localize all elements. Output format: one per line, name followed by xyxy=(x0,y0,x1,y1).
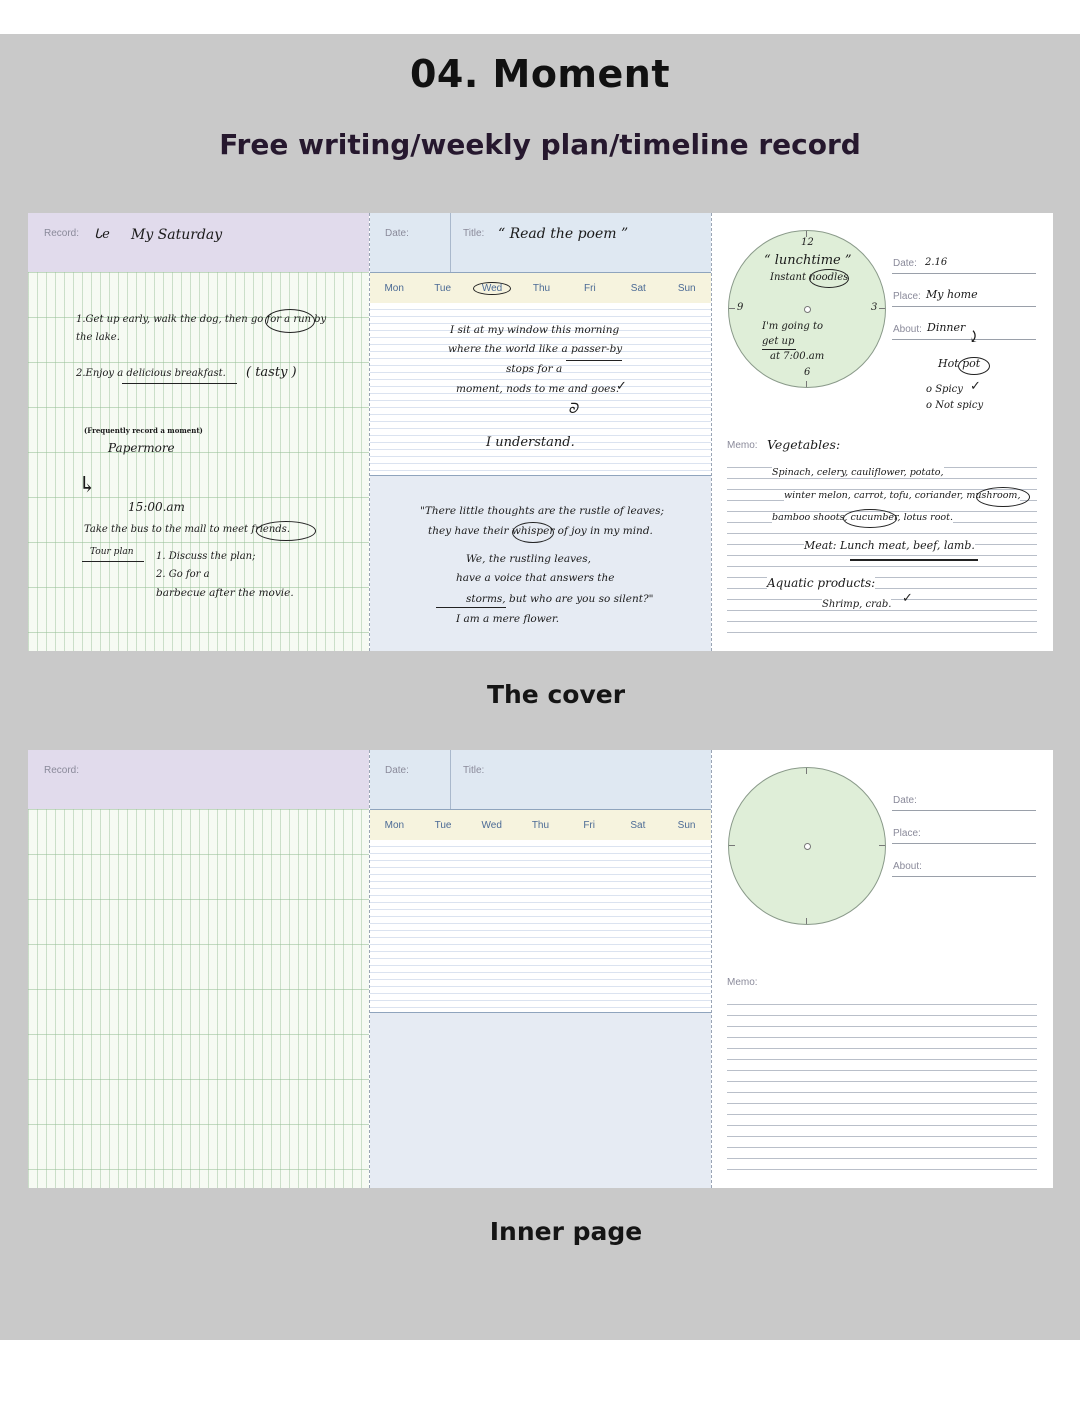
plan-3: barbecue after the movie. xyxy=(156,587,294,599)
poem-line-1: I sit at my window this morning xyxy=(450,324,620,336)
weekday-mon: Mon xyxy=(384,819,405,831)
poem-line-4: moment, nods to me and goes. xyxy=(456,383,620,395)
clock-note-4: get up xyxy=(762,336,795,347)
check-icon: ✓ xyxy=(970,379,981,394)
title-label: Title: xyxy=(463,765,485,776)
circle-annotation xyxy=(256,521,316,541)
bus-note: Take the bus to the mall to meet friends. xyxy=(84,524,290,535)
time-note: 15:00.am xyxy=(128,500,185,514)
date-value: 2.16 xyxy=(925,257,948,268)
poem-line-3: stops for a xyxy=(506,363,563,375)
weekday-bar xyxy=(370,809,711,841)
clock-number: 3 xyxy=(871,302,878,313)
swirl-mark: ᒐe xyxy=(94,227,110,242)
memo-veg-3: bamboo shoots, cucumber, lotus root. xyxy=(772,512,953,523)
clock-number: 9 xyxy=(737,302,744,313)
underline xyxy=(436,607,506,608)
wavy-lines-area xyxy=(370,840,711,1013)
weekly-header xyxy=(370,750,711,809)
clock-number: 12 xyxy=(801,237,814,248)
clock-tick xyxy=(729,845,735,846)
memo-label: Memo: xyxy=(727,977,758,988)
circle-annotation xyxy=(843,509,897,528)
underline xyxy=(122,383,237,384)
underline xyxy=(566,360,622,361)
clock-note-1: “ lunchtime ” xyxy=(764,253,852,268)
quote-line-2: they have their whisper of joy in my mind. xyxy=(428,525,653,537)
moment-page xyxy=(711,213,1053,651)
memo-shrimp: Shrimp, crab. xyxy=(822,599,892,610)
plan-2: 2. Go for a xyxy=(156,569,210,580)
caption-inner: Inner page xyxy=(489,1217,643,1246)
place-line xyxy=(892,306,1036,307)
circle-annotation xyxy=(265,309,315,333)
clock-note-2: Instant noodles xyxy=(770,272,849,283)
weekday-wed: Wed xyxy=(481,819,502,831)
memo-title: Vegetables: xyxy=(767,437,841,452)
record-label: Record: xyxy=(44,228,80,239)
section-subtitle: Free writing/weekly plan/timeline record xyxy=(219,128,861,161)
title-label: Title: xyxy=(463,228,485,239)
place-line xyxy=(892,843,1036,844)
weekday-tue: Tue xyxy=(434,819,452,831)
quote-line-6: I am a mere flower. xyxy=(456,613,560,625)
weekday-fri: Fri xyxy=(583,819,595,831)
date-label: Date: xyxy=(893,258,917,269)
quote-line-1: "There little thoughts are the rustle of leaves; xyxy=(420,505,665,517)
date-line xyxy=(892,810,1036,811)
weekday-sat: Sat xyxy=(630,282,646,294)
caption-cover: The cover xyxy=(486,680,626,709)
small-note: (Frequently record a moment) xyxy=(84,426,203,435)
weekday-sun: Sun xyxy=(677,282,696,294)
weekday-wed: Wed xyxy=(473,282,511,295)
check-icon: ✓ xyxy=(616,379,627,394)
clock-tick xyxy=(879,845,885,846)
tour-plan: Tour plan xyxy=(90,547,134,557)
weekday-fri: Fri xyxy=(584,282,596,294)
weekday-sun: Sun xyxy=(677,819,696,831)
memo-lines xyxy=(727,994,1037,1172)
spicy-option: o Spicy xyxy=(926,384,963,395)
circle-annotation xyxy=(512,522,554,543)
place-value: My home xyxy=(926,288,978,301)
arrow-doodle: ↳ xyxy=(78,473,97,498)
date-line xyxy=(892,273,1036,274)
circle-annotation xyxy=(976,487,1030,507)
brand-name: Papermore xyxy=(108,441,175,455)
record-heading: My Saturday xyxy=(131,227,223,243)
clock-center xyxy=(804,843,811,850)
clock-tick xyxy=(806,918,807,924)
clock-tick xyxy=(806,768,807,774)
cover-spread xyxy=(28,213,1053,651)
place-label: Place: xyxy=(893,828,921,839)
about-line xyxy=(892,876,1036,877)
weekday-mon: Mon xyxy=(384,282,404,294)
circle-annotation xyxy=(958,357,990,375)
weekly-page-blank xyxy=(369,750,711,1188)
memo-aquatic: Aquatic products: xyxy=(767,576,876,590)
inner-spread xyxy=(28,750,1053,1188)
poem-line-5: I understand. xyxy=(486,435,575,450)
tasty-note: ( tasty ) xyxy=(246,365,297,380)
about-line xyxy=(892,339,1036,340)
record-header xyxy=(28,750,369,809)
weekly-page xyxy=(369,213,711,651)
clock-note-3: I'm going to xyxy=(762,321,824,332)
clock-center xyxy=(804,306,811,313)
hotpot-note: Hot pot xyxy=(938,357,981,370)
weekly-header xyxy=(370,213,711,272)
memo-meat: Meat: Lunch meat, beef, lamb. xyxy=(804,539,975,552)
about-label: About: xyxy=(893,861,922,872)
section-title: 04. Moment xyxy=(409,52,671,96)
underline xyxy=(82,561,144,562)
memo-veg-1: Spinach, celery, cauliflower, potato, xyxy=(772,467,944,478)
check-icon: ✓ xyxy=(902,591,913,606)
date-label: Date: xyxy=(385,228,409,239)
clock-tick xyxy=(806,381,807,387)
date-label: Date: xyxy=(893,795,917,806)
weekly-title: “ Read the poem ” xyxy=(498,226,629,242)
poem-line-2: where the world like a passer-by xyxy=(448,343,623,355)
weekday-bar xyxy=(370,272,711,304)
record-line-1b: the lake. xyxy=(76,332,120,343)
record-line-2: 2.Enjoy a delicious breakfast. xyxy=(76,368,226,379)
underline xyxy=(850,559,978,561)
grid-area xyxy=(28,809,369,1188)
clock-face xyxy=(728,767,886,925)
weekday-thu: Thu xyxy=(531,819,550,831)
weekday-thu: Thu xyxy=(532,282,551,294)
weekday-tue: Tue xyxy=(434,282,452,294)
notes-area xyxy=(370,1013,711,1188)
about-label: About: xyxy=(893,324,922,335)
not-spicy-option: o Not spicy xyxy=(926,400,984,411)
clock-note-5: at 7:00.am xyxy=(770,351,825,362)
arrow-doodle: ⤸ xyxy=(967,327,981,346)
moment-page-blank xyxy=(711,750,1053,1188)
record-page xyxy=(28,213,369,651)
record-line-1a: 1.Get up early, walk the dog, then go for a run by xyxy=(76,314,327,325)
header-divider xyxy=(450,213,451,272)
quote-line-4: have a voice that answers the xyxy=(456,572,615,584)
place-label: Place: xyxy=(893,291,921,302)
plan-1: 1. Discuss the plan; xyxy=(156,551,256,562)
circle-annotation xyxy=(809,269,849,288)
quote-line-3: We, the rustling leaves, xyxy=(466,553,591,565)
record-page-blank xyxy=(28,750,369,1188)
squiggle-doodle: ᘐ xyxy=(568,401,578,417)
about-value: Dinner xyxy=(927,321,966,334)
weekday-sat: Sat xyxy=(630,819,646,831)
clock-tick xyxy=(729,308,735,309)
clock-number: 6 xyxy=(804,367,811,378)
underline xyxy=(762,349,796,350)
clock-tick xyxy=(879,308,885,309)
memo-label: Memo: xyxy=(727,440,758,451)
record-label: Record: xyxy=(44,765,80,776)
quote-line-5: storms, but who are you so silent?" xyxy=(466,593,654,605)
memo-veg-2: winter melon, carrot, tofu, coriander, mushroom, xyxy=(784,490,1021,501)
date-label: Date: xyxy=(385,765,409,776)
header-divider xyxy=(450,750,451,809)
